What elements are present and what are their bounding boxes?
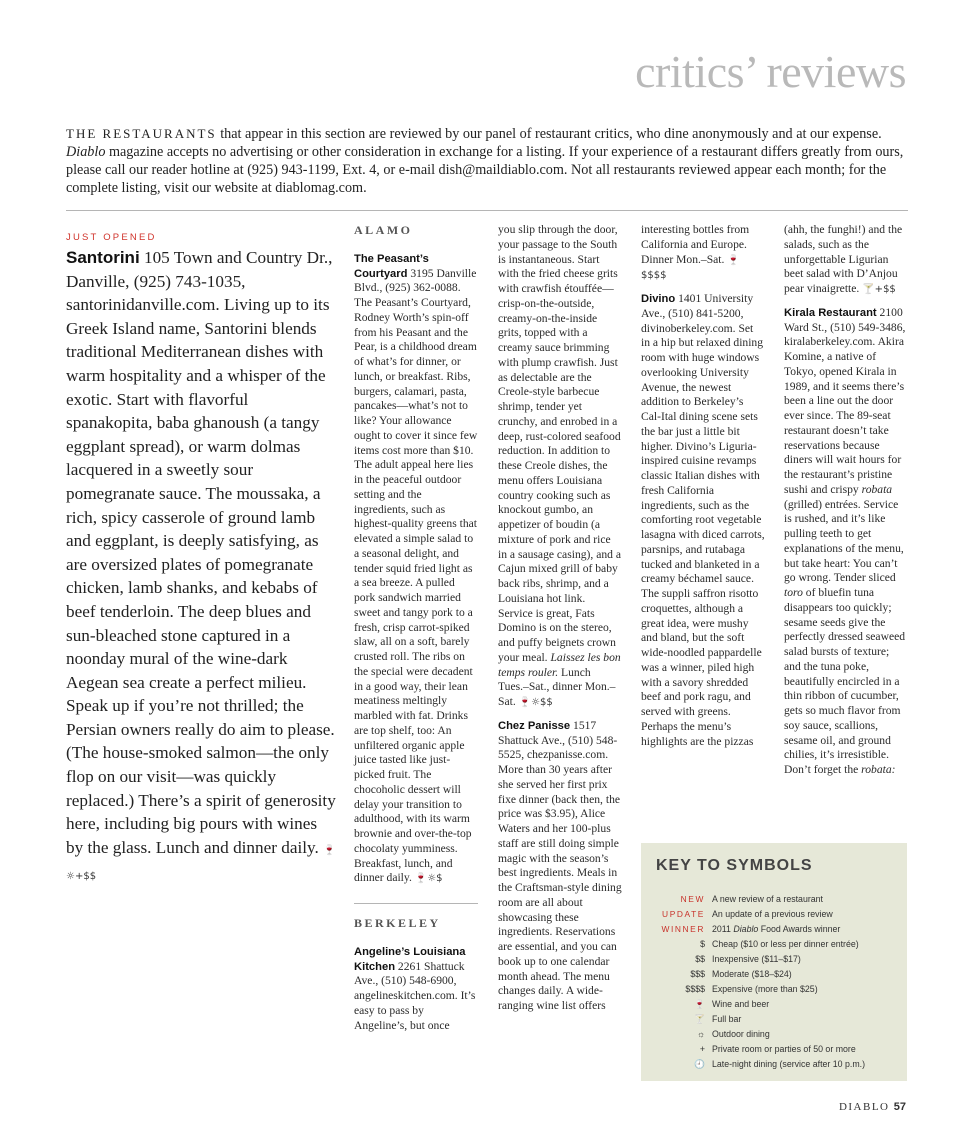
page-title: critics’ reviews (635, 46, 906, 97)
key-description: 2011 Diablo Food Awards winner (712, 924, 841, 934)
review-divino-continued (784, 223, 908, 298)
key-row (641, 907, 907, 922)
restaurant-name: The Peasant’s Courtyard (354, 252, 429, 280)
key-symbol: $$$ (690, 969, 705, 979)
key-row (641, 1012, 907, 1027)
key-description: Full bar (712, 1014, 742, 1024)
review-text: 1517 Shattuck Ave., (510) 548-5525, chezpanisse.com. More than 30 years after she served her first prix fixe dinner (back then, the price was $3.95), Alice Waters and her 100-plus staff are still doing simple magic with the season’s best ingredients. Meals in the Craftsman-style dining room are all about showcasing these ingredients. Reservations are essential, and you can book up to one calendar month ahead. The menu changes daily. A wide-ranging wine list offers (498, 718, 622, 1012)
key-symbol: $$$$ (685, 984, 705, 994)
key-symbol: NEW (680, 894, 705, 904)
key-description: Private room or parties of 50 or more (712, 1044, 856, 1054)
key-symbol: $$ (695, 954, 705, 964)
review-text: 2100 Ward St., (510) 549-3486, kiralaberkeley.com. Akira Komine, a native of Tokyo, opened Kirala in 1989, and it seems there’s been a line out the door ever since. The 89-seat restaurant doesn’t take reservations because diners will wait hours for the restaurant’s pristine sushi and crispy (784, 305, 906, 496)
key-description: Outdoor dining (712, 1029, 770, 1039)
key-row (641, 922, 907, 937)
key-row (641, 1042, 907, 1057)
review-kirala (784, 306, 908, 778)
key-row (641, 982, 907, 997)
just-opened-label: JUST OPENED (66, 232, 157, 243)
review-text: (grilled) entrées. Service is rushed, and it’s like pulling teeth to get explanations of the menu, but take heart: You can’t go wrong. Tender sliced (784, 497, 904, 585)
key-description: Cheap ($10 or less per dinner entrée) (712, 939, 859, 949)
review-italic: robata: (861, 763, 896, 776)
symbols-fullbar-private-inexpensive: 🍸+$$ (862, 284, 896, 295)
key-title: KEY TO SYMBOLS (656, 857, 813, 874)
key-row (641, 997, 907, 1012)
review-chez-panisse-continued (641, 223, 765, 284)
column-divider (354, 903, 478, 904)
review-angelines (354, 945, 478, 1034)
restaurant-name: Santorini (66, 248, 140, 267)
symbols-wine-outdoor-cheap: 🍷☼$ (414, 873, 443, 885)
cocktail-glass-icon: 🍸 (694, 1014, 705, 1024)
column-3 (498, 223, 622, 1014)
restaurant-name: Kirala Restaurant (784, 306, 877, 319)
review-italic: toro (784, 586, 803, 599)
key-description: Moderate ($18–$24) (712, 969, 792, 979)
symbols-wine-expensive: 🍷$$$$ (641, 254, 740, 282)
clock-icon: 🕘 (694, 1059, 705, 1069)
key-row (641, 1057, 907, 1072)
review-divino (641, 292, 765, 749)
intro-text-2: magazine accepts no advertising or other consideration in exchange for a listing. If your experience of a restaurant differs greatly from ours, please call our reader hotline at (925) 943-1199, Ext. 4, or e-mail dish@maildiablo.com. Not all restaurants reviewed appear each month; for the complete listing, visit our website at diablomag.com. (66, 144, 904, 196)
key-row (641, 967, 907, 982)
key-row (641, 952, 907, 967)
section-divider (66, 210, 908, 211)
review-text: 3195 Danville Blvd., (925) 362-0088. The Peasant’s Courtyard, Rodney Worth’s spin-off from his Peasant and the Pear, is a childhood dream of what’s for dinner, or lunch, or breakfast. Ribs, burgers, calamari, pasta, pancakes—what’s not to like? Your allowance ought to cover it since few items cost more than $10. The adult appeal here lies in the peaceful outdoor setting and the ingredients, such as highest-quality greens that elevated a simple salad to a seasonal delight, and tender squid fried light as a sea breeze. A pulled pork sandwich married sweet and tangy pork to a fresh, crisp carrot-spiked slaw, all on a soft, barely crusted roll. The ribs on the special were decadent in a good way, their lean meatiness meltingly marbled with fat. Drinks are top shelf, too: An unfiltered organic apple juice tasted like just-picked fruit. The chocoholic dessert will delay your transition to adulthood, with its warm brownie and over-the-top chocolaty yumminess. Breakfast, lunch, and dinner daily. (354, 266, 478, 885)
page-footer (839, 1101, 906, 1113)
key-description: A new review of a restaurant (712, 894, 823, 904)
key-description: An update of a previous review (712, 909, 833, 919)
intro-text-1: that appear in this section are reviewed by our panel of restaurant critics, who dine anonymously and at our expense. (216, 126, 882, 142)
key-description: Inexpensive ($11–$17) (712, 954, 801, 964)
review-text: of bluefin tuna disappears too quickly; sesame seeds give the perfectly dressed seaweed salad bursts of texture; and the tuna poke, beautifully encircled in a thin ribbon of cucumber, gets so much flavor from soy sauce, scallions, sesame oil, and ground chilies, it’s irresistible. Don’t forget the (784, 586, 906, 776)
review-chez-panisse (498, 719, 622, 1014)
key-description: Late-night dining (service after 10 p.m.) (712, 1059, 866, 1069)
restaurant-name: Chez Panisse (498, 719, 571, 732)
key-description: Expensive (more than $25) (712, 984, 818, 994)
key-row (641, 1027, 907, 1042)
key-symbol: WINNER (661, 924, 705, 934)
area-heading-alamo: ALAMO (354, 223, 413, 237)
review-text: 2261 Shattuck Ave., (510) 548-6900, angelineskitchen.com. It’s easy to pass by Angeline’s, but once (354, 959, 476, 1032)
intro-lead: THE RESTAURANTS (66, 126, 217, 141)
review-angelines-continued (498, 223, 622, 711)
sun-icon: ☼ (696, 1029, 705, 1039)
area-heading-berkeley: BERKELEY (354, 916, 441, 930)
plus-icon: + (699, 1044, 705, 1054)
key-symbol: $ (700, 939, 705, 949)
key-to-symbols-box (641, 843, 907, 1081)
review-text-end: Lunch Tues.–Sat., dinner Mon.–Sat. (498, 665, 616, 708)
footer-magazine: DIABLO (838, 1101, 890, 1113)
symbols-wine-outdoor-inexpensive: 🍷☼$$ (518, 697, 553, 708)
key-description: Wine and beer (712, 999, 770, 1009)
review-text: 1401 University Ave., (510) 841-5200, divinoberkeley.com. Set in a hip but relaxed dining room with huge windows overlooking University Avenue, the newest addition to Berkeley’s Cal-Ital dining scene sets the bar just a little bit higher. Divino’s Liguria-inspired cuisine revamps classic Italian dishes with fresh California ingredients, such as the comforting root vegetable lasagna with diced carrots, parsnips, and rutabaga tucked and blanketed in a creamy béchamel sauce. The suppli saffron risotto croquettes, although a great idea, were mushy and bland, but the soft wide-noodled pappardelle was a winner, piled high with a savory shredded beef and pork ragu, and served with greens. Perhaps the menu’s highlights are the pizzas (641, 292, 765, 748)
page-number: 57 (893, 1101, 906, 1113)
key-symbol: UPDATE (662, 909, 705, 919)
review-peasants-courtyard (354, 252, 478, 887)
review-text: interesting bottles from California and Europe. Dinner Mon.–Sat. (641, 223, 750, 266)
key-row (641, 937, 907, 952)
restaurant-name: Divino (641, 293, 676, 305)
column-5 (784, 223, 908, 778)
intro-magazine-name: Diablo (66, 144, 106, 160)
column-4 (641, 223, 765, 749)
review-santorini (66, 246, 336, 889)
review-text: (ahh, the funghi!) and the salads, such as the unforgettable Ligurian beet salad with D’Anjou pear vinaigrette. (784, 223, 903, 295)
review-text: 105 Town and Country Dr., Danville, (925) 743-1035, santorinidanville.com. Living up to its Greek Island name, Santorini blends traditional Mediterranean dishes with warm hospitality and a whisper of the exotic. Start with flavorful spanakopita, baba ghanoush (a tangy eggplant spread), or warm dolmas lacquered in a sweetly sour pomegranate sauce. The moussaka, a rich, spicy casserole of ground lamb and eggplant, is deeply satisfying, as are oversized plates of pomegranate chicken, lamb shanks, and kebabs of beef tenderloin. The deep blues and sun-bleached stone captured in a noonday mural of the wine-dark Aegean sea create a perfect milieu. Speak up if you’re not thrilled; the Persian owners really do aim to please. (The house-smoked salmon—the only flop on our visit—was quickly replaced.) There’s a spirit of generosity here, including big pours with wines by the glass. Lunch and dinner daily. (66, 248, 336, 857)
review-italic: robata (861, 482, 893, 496)
wine-glass-icon: 🍷 (694, 999, 705, 1009)
key-row (641, 892, 907, 907)
review-text: you slip through the door, your passage to the South is instantaneous. Start with the fried cheese grits with crawfish étouffée—crisp-on-the-outside, creamy-on-the-inside grits, topped with a creamy sauce brimming with plump crawfish. Just as delectable are the Creole-style barbecue shrimp, tender yet crunchy, and enrobed in a deep, rust-colored seafood reduction. In addition to these Creole dishes, the menu offers Louisiana country cooking such as knockout gumbo, an appetizer of boudin (a mixture of pork and rice in a sausage casing), and a Cajun mixed grill of baby back ribs, shrimp, and a Louisiana hot link. Service is great, Fats Domino is on the stereo, and puffy beignets crown your meal. (498, 223, 621, 664)
review-italic: Laissez les bon temps rouler. (498, 650, 621, 679)
restaurant-name: Angeline’s Louisiana Kitchen (354, 945, 466, 973)
intro-paragraph (66, 125, 912, 197)
column-alamo (354, 223, 478, 1033)
symbols-wine-outdoor-private-inexpensive: 🍷☼+$$ (66, 844, 336, 883)
